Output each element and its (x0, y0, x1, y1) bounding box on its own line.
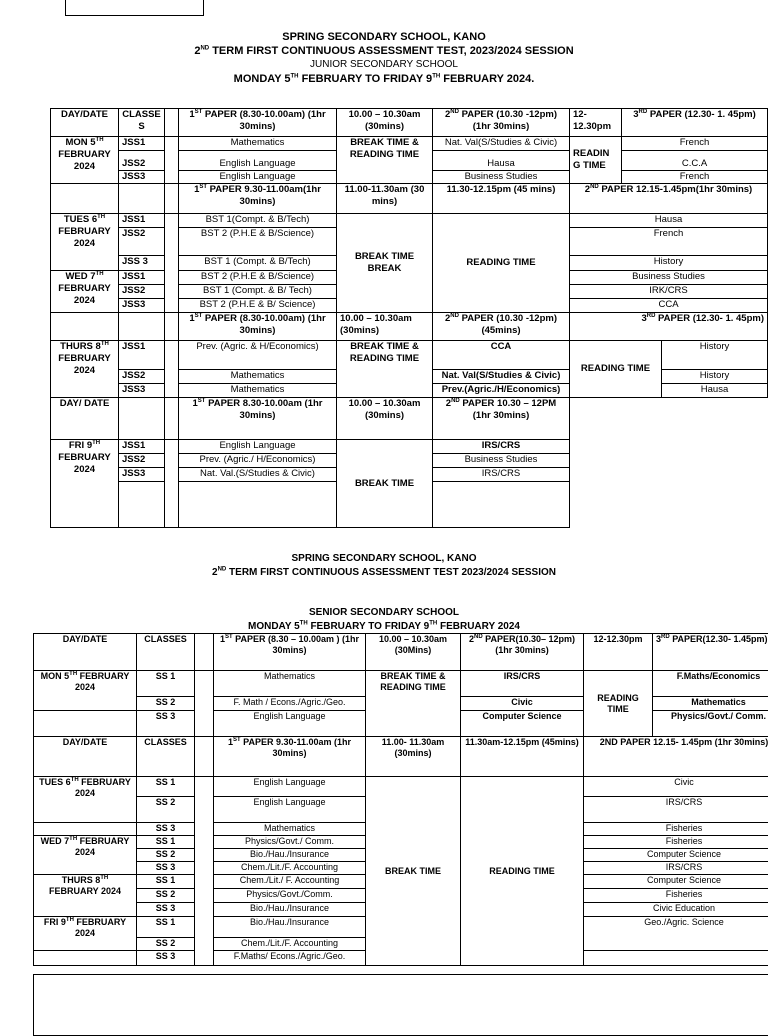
day-thu: THURS 8TH FEBRUARY 2024 (51, 341, 119, 398)
day-mon: MON 5TH FEBRUARY 2024 (51, 137, 119, 184)
senior-header-row: DAY/DATE CLASSES 1ST PAPER (8.30 – 10.00am ) (1hr 30mins) 10.00 – 10.30am (30Mins) 2ND PAPER(10.30– 12pm) (1hr 30mins) 12-12.30pm 3RD PAPER(12.30- 1.45pm) (34, 634, 768, 671)
table-row: JSS2 BST 2 (P.H.E & B/Science) French (51, 228, 768, 256)
test-title: 2ND TERM FIRST CONTINUOUS ASSESSMENT TEST 2023/2024 SESSION (0, 566, 768, 580)
day-wed: WED 7TH FEBRUARY 2024 (51, 271, 119, 313)
table-row: SS 3 Chem./Lit./F. Accounting IRS/CRS (34, 862, 768, 875)
table-row: JSS3 Nat. Val.(S/Studies & Civic) IRS/CRS (51, 468, 768, 482)
table-row: SS 3 English Language Computer Science Physics/Govt./ Comm. (34, 711, 768, 737)
table-row: WED 7TH FEBRUARY 2024 SS 1 Physics/Govt./ Comm. Fisheries (34, 836, 768, 849)
table-row: WED 7TH FEBRUARY 2024 JSS1 BST 2 (P.H.E & B/Science) Business Studies (51, 271, 768, 285)
date-range: MONDAY 5TH FEBRUARY TO FRIDAY 9TH FEBRUARY 2024. (0, 72, 768, 86)
day-wed: WED 7TH FEBRUARY 2024 (34, 836, 137, 875)
table-row: TUES 6TH FEBRUARY 2024 SS 1 English Language BREAK TIME READING TIME Civic (34, 777, 768, 797)
senior-subheader-row: DAY/DATE CLASSES 1ST PAPER 9.30-11.00am (1hr 30mins) 11.00- 11.30am (30mins) 11.30am-12.15pm (45mins) 2ND PAPER 12.15- 1.45pm (1hr 30mins) (34, 737, 768, 777)
table-row: SS 3 F.Maths/ Econs./Agric./Geo. (34, 951, 768, 966)
day-fri: FRI 9TH FEBRUARY 2024 (51, 440, 119, 528)
junior-subheader-row: DAY/ DATE 1ST PAPER 8.30-10.00am (1hr 30mins) 10.00 – 10.30am (30mins) 2ND PAPER 10.30 – 12PM (1hr 30mins) (51, 398, 768, 440)
section-title: JUNIOR SECONDARY SCHOOL (0, 58, 768, 72)
table-row: JSS2 Prev. (Agric./ H/Economics) Business Studies (51, 454, 768, 468)
date-range: MONDAY 5TH FEBRUARY TO FRIDAY 9TH FEBRUARY 2024 (0, 620, 768, 634)
school-name: SPRING SECONDARY SCHOOL, KANO (0, 552, 768, 566)
table-row: FRI 9TH FEBRUARY 2024 SS 1 Bio./Hau./Insurance Geo./Agric. Science (34, 917, 768, 938)
table-row: MON 5TH FEBRUARY 2024 SS 1 Mathematics BREAK TIME & READING TIME IRS/CRS READING TIME F.Maths/Economics (34, 671, 768, 697)
table-row: SS 3 Mathematics Fisheries (34, 823, 768, 836)
table-row: JSS2 BST 1 (Compt. & B/ Tech) IRK/CRS (51, 285, 768, 299)
senior-header (0, 606, 768, 634)
test-title: 2ND TERM FIRST CONTINUOUS ASSESSMENT TEST, 2023/2024 SESSION (0, 44, 768, 58)
senior-header-top (0, 552, 768, 580)
table-row: SS 2 F. Math / Econs./Agric./Geo. Civic Mathematics (34, 697, 768, 711)
day-fri: FRI 9TH FEBRUARY 2024 (34, 917, 137, 951)
table-row: SS 2 Chem./Lit./F. Accounting (34, 938, 768, 951)
day-mon: MON 5TH FEBRUARY 2024 (34, 671, 137, 711)
table-row: THURS 8TH FEBRUARY 2024 JSS1 Prev. (Agric. & H/Economics) BREAK TIME & READING TIME CCA READING TIME History (51, 341, 768, 370)
top-blank-box (65, 0, 204, 16)
table-row: SS 2 Physics/Govt./Comm. Fisheries (34, 889, 768, 903)
table-row: JSS3 BST 2 (P.H.E & B/ Science) CCA (51, 299, 768, 313)
table-row: SS 2 Bio./Hau./Insurance Computer Science (34, 849, 768, 862)
table-row: SS 2 English Language IRS/CRS (34, 797, 768, 823)
section-title: SENIOR SECONDARY SCHOOL (0, 606, 768, 620)
table-row: THURS 8TH FEBRUARY 2024 SS 1 Chem./Lit./ F. Accounting Computer Science (34, 875, 768, 889)
senior-timetable (33, 633, 768, 966)
school-name: SPRING SECONDARY SCHOOL, KANO (0, 30, 768, 44)
junior-subheader-row: 1ST PAPER 9.30-11.00am(1hr 30mins) 11.00-11.30am (30 mins) 11.30-12.15pm (45 mins) 2ND PAPER 12.15-1.45pm(1hr 30mins) (51, 184, 768, 214)
junior-header (0, 30, 768, 86)
junior-header-row: DAY/DATE CLASSE S 1ST PAPER (8.30-10.00am) (1hr 30mins) 10.00 – 10.30am (30mins) 2ND PAPER (10.30 -12pm) (1hr 30mins) 12- 12.30pm 3RD PAPER (12.30- 1. 45pm) (51, 109, 768, 137)
junior-subheader-row: 1ST PAPER (8.30-10.00am) (1hr 30mins) 10.00 – 10.30am (30mins) 2ND PAPER (10.30 -12pm) (45mins) 3RD PAPER (12.30- 1. 45pm) (51, 313, 768, 341)
table-row: JSS2 English Language Hausa C.C.A (51, 151, 768, 171)
table-row: JSS3 English Language Business Studies French (51, 171, 768, 184)
table-row: MON 5TH FEBRUARY 2024 JSS1 Mathematics BREAK TIME & READING TIME Nat. Val(S/Studies & Civic) READIN G TIME French (51, 137, 768, 151)
table-row: FRI 9TH FEBRUARY 2024 JSS1 English Language BREAK TIME IRS/CRS (51, 440, 768, 454)
table-row: JSS2 Mathematics Nat. Val(S/Studies & Civic) History (51, 370, 768, 384)
day-tue: TUES 6TH FEBRUARY 2024 (51, 214, 119, 271)
day-thu: THURS 8TH FEBRUARY 2024 (34, 875, 137, 917)
junior-timetable (50, 108, 768, 528)
bottom-blank-box (33, 974, 768, 1036)
table-row: JSS 3 BST 1 (Compt. & B/Tech) History (51, 256, 768, 271)
day-tue: TUES 6TH FEBRUARY 2024 (34, 777, 137, 823)
table-row: SS 3 Bio./Hau./Insurance Civic Education (34, 903, 768, 917)
table-row: TUES 6TH FEBRUARY 2024 JSS1 BST 1(Compt. & B/Tech) BREAK TIME BREAK READING TIME Hausa (51, 214, 768, 228)
table-row: JSS3 Mathematics Prev.(Agric./H/Economics) Hausa (51, 384, 768, 398)
